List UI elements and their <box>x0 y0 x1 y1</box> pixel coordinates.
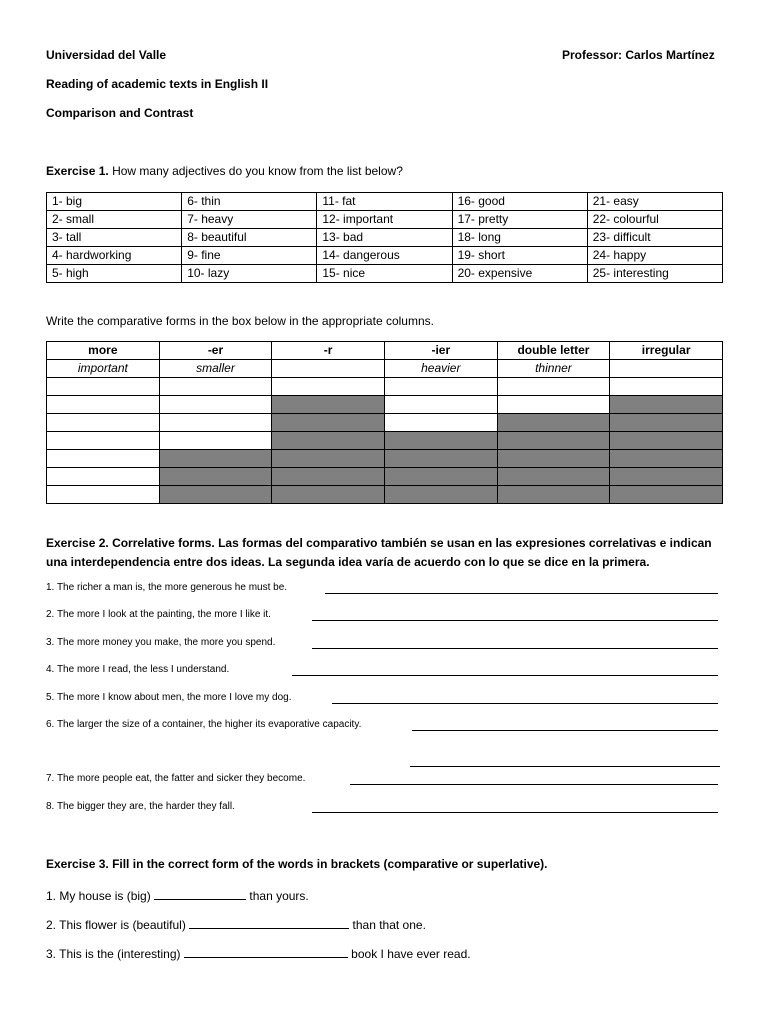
shaded-cell <box>272 468 385 486</box>
answer-cell[interactable] <box>384 414 497 432</box>
answer-cell[interactable] <box>47 414 160 432</box>
answer-cell[interactable] <box>272 378 385 396</box>
shaded-cell <box>497 432 610 450</box>
exercise3-title: Exercise 3. <box>46 857 109 871</box>
exercise2-item: 1. The richer a man is, the more generous he must be. <box>46 582 288 593</box>
exercise2-heading <box>46 534 726 572</box>
answer-cell[interactable] <box>159 396 272 414</box>
shaded-cell <box>384 486 497 504</box>
adjective-cell: 8- beautiful <box>182 229 317 247</box>
example-cell: smaller <box>159 360 272 378</box>
adjective-cell: 24- happy <box>587 247 722 265</box>
answer-cell[interactable] <box>47 378 160 396</box>
answer-line[interactable] <box>332 703 718 704</box>
exercise3-item <box>46 916 426 932</box>
adjective-cell: 22- colourful <box>587 211 722 229</box>
adjective-cell: 18- long <box>452 229 587 247</box>
adjective-cell: 3- tall <box>47 229 182 247</box>
column-header: irregular <box>610 342 723 360</box>
adjective-cell: 9- fine <box>182 247 317 265</box>
exercise2-title: Exercise 2. <box>46 536 109 550</box>
table-row <box>47 211 723 229</box>
table-row <box>47 450 723 468</box>
exercise2-item: 5. The more I know about men, the more I love my dog. <box>46 692 292 703</box>
shaded-cell <box>497 468 610 486</box>
answer-blank[interactable] <box>184 945 348 958</box>
adjective-cell: 6- thin <box>182 193 317 211</box>
exercise2-instruction: Correlative forms. Las formas del comparativo también se usan en las expresiones correlativas e indican una interdependencia entre dos ideas. La segunda idea varía de acuerdo con lo que se dice en la primera. <box>46 536 712 569</box>
example-cell: thinner <box>497 360 610 378</box>
answer-cell[interactable] <box>159 414 272 432</box>
adjective-cell: 5- high <box>47 265 182 283</box>
shaded-cell <box>272 432 385 450</box>
adjective-cell: 10- lazy <box>182 265 317 283</box>
exercise2-item: 7. The more people eat, the fatter and sicker they become. <box>46 773 306 784</box>
adjective-cell: 12- important <box>317 211 452 229</box>
table-row <box>47 468 723 486</box>
adjective-cell: 20- expensive <box>452 265 587 283</box>
exercise2-item: 4. The more I read, the less I understand. <box>46 664 230 675</box>
exercise3-heading <box>46 857 548 871</box>
comparative-instruction: Write the comparative forms in the box below in the appropriate columns. <box>46 314 434 328</box>
course-title: Reading of academic texts in English II <box>46 77 269 91</box>
shaded-cell <box>610 486 723 504</box>
adjective-cell: 17- pretty <box>452 211 587 229</box>
example-cell: important <box>47 360 160 378</box>
answer-line[interactable] <box>325 593 718 594</box>
exercise1-title: Exercise 1. <box>46 164 109 178</box>
adjective-cell: 15- nice <box>317 265 452 283</box>
shaded-cell <box>384 432 497 450</box>
exercise2-item: 3. The more money you make, the more you spend. <box>46 637 276 648</box>
column-header: -er <box>159 342 272 360</box>
table-row <box>47 229 723 247</box>
example-cell: heavier <box>384 360 497 378</box>
answer-cell[interactable] <box>47 486 160 504</box>
answer-cell[interactable] <box>47 468 160 486</box>
adjective-cell: 21- easy <box>587 193 722 211</box>
table-row <box>47 432 723 450</box>
exercise3-item <box>46 887 309 903</box>
column-header: double letter <box>497 342 610 360</box>
answer-cell[interactable] <box>47 432 160 450</box>
adjective-cell: 25- interesting <box>587 265 722 283</box>
example-cell <box>272 360 385 378</box>
answer-line[interactable] <box>412 730 718 731</box>
exercise2-item: 2. The more I look at the painting, the more I like it. <box>46 609 271 620</box>
exercise1-instruction: How many adjectives do you know from the list below? <box>112 164 403 178</box>
adjective-cell: 7- heavy <box>182 211 317 229</box>
adjective-cell: 14- dangerous <box>317 247 452 265</box>
answer-line[interactable] <box>350 784 718 785</box>
table-row <box>47 378 723 396</box>
column-header: more <box>47 342 160 360</box>
item-ending: than that one. <box>349 918 426 932</box>
shaded-cell <box>159 486 272 504</box>
shaded-cell <box>497 414 610 432</box>
shaded-cell <box>272 396 385 414</box>
shaded-cell <box>272 450 385 468</box>
answer-line[interactable] <box>292 675 718 676</box>
example-cell <box>610 360 723 378</box>
shaded-cell <box>272 486 385 504</box>
topic-title: Comparison and Contrast <box>46 106 194 120</box>
shaded-cell <box>610 468 723 486</box>
item-prompt: 3. This is the (interesting) <box>46 947 184 961</box>
adjective-cell: 19- short <box>452 247 587 265</box>
university-name: Universidad del Valle <box>46 48 167 62</box>
column-header: -r <box>272 342 385 360</box>
adjectives-table <box>46 192 723 283</box>
exercise3-item <box>46 945 471 961</box>
answer-cell[interactable] <box>384 378 497 396</box>
table-row <box>47 265 723 283</box>
shaded-cell <box>610 414 723 432</box>
shaded-cell <box>272 414 385 432</box>
exercise3-instruction: Fill in the correct form of the words in brackets (comparative or superlative). <box>112 857 548 871</box>
answer-blank[interactable] <box>154 887 246 900</box>
example-row <box>47 360 723 378</box>
item-ending: than yours. <box>246 889 309 903</box>
adjective-cell: 16- good <box>452 193 587 211</box>
answer-cell[interactable] <box>497 378 610 396</box>
adjective-cell: 23- difficult <box>587 229 722 247</box>
shaded-cell <box>159 450 272 468</box>
adjective-cell: 11- fat <box>317 193 452 211</box>
comparative-forms-table <box>46 341 723 504</box>
answer-line[interactable] <box>312 620 718 621</box>
shaded-cell <box>497 486 610 504</box>
column-header: -ier <box>384 342 497 360</box>
answer-cell[interactable] <box>47 450 160 468</box>
table-row <box>47 396 723 414</box>
table-row <box>47 247 723 265</box>
shaded-cell <box>384 468 497 486</box>
shaded-cell <box>610 432 723 450</box>
adjective-cell: 4- hardworking <box>47 247 182 265</box>
table-row <box>47 486 723 504</box>
answer-cell[interactable] <box>159 432 272 450</box>
answer-cell[interactable] <box>384 396 497 414</box>
answer-line-6b[interactable] <box>410 756 720 770</box>
adjective-cell: 1- big <box>47 193 182 211</box>
adjective-cell: 13- bad <box>317 229 452 247</box>
item-prompt: 2. This flower is (beautiful) <box>46 918 190 932</box>
answer-cell[interactable] <box>497 396 610 414</box>
answer-blank[interactable] <box>189 916 349 929</box>
answer-cell[interactable] <box>610 378 723 396</box>
item-ending: book I have ever read. <box>347 947 471 961</box>
answer-cell[interactable] <box>47 396 160 414</box>
table-row <box>47 414 723 432</box>
answer-cell[interactable] <box>159 378 272 396</box>
exercise2-item: 8. The bigger they are, the harder they fall. <box>46 801 235 812</box>
shaded-cell <box>384 450 497 468</box>
answer-line[interactable] <box>312 648 718 649</box>
answer-line[interactable] <box>312 812 718 813</box>
exercise1-heading <box>46 164 403 178</box>
shaded-cell <box>159 468 272 486</box>
shaded-cell <box>610 450 723 468</box>
table-row <box>47 193 723 211</box>
adjective-cell: 2- small <box>47 211 182 229</box>
professor-name: Professor: Carlos Martínez <box>562 48 715 62</box>
shaded-cell <box>497 450 610 468</box>
exercise2-item: 6. The larger the size of a container, the higher its evaporative capacity. <box>46 719 362 730</box>
item-prompt: 1. My house is (big) <box>46 889 155 903</box>
shaded-cell <box>610 396 723 414</box>
